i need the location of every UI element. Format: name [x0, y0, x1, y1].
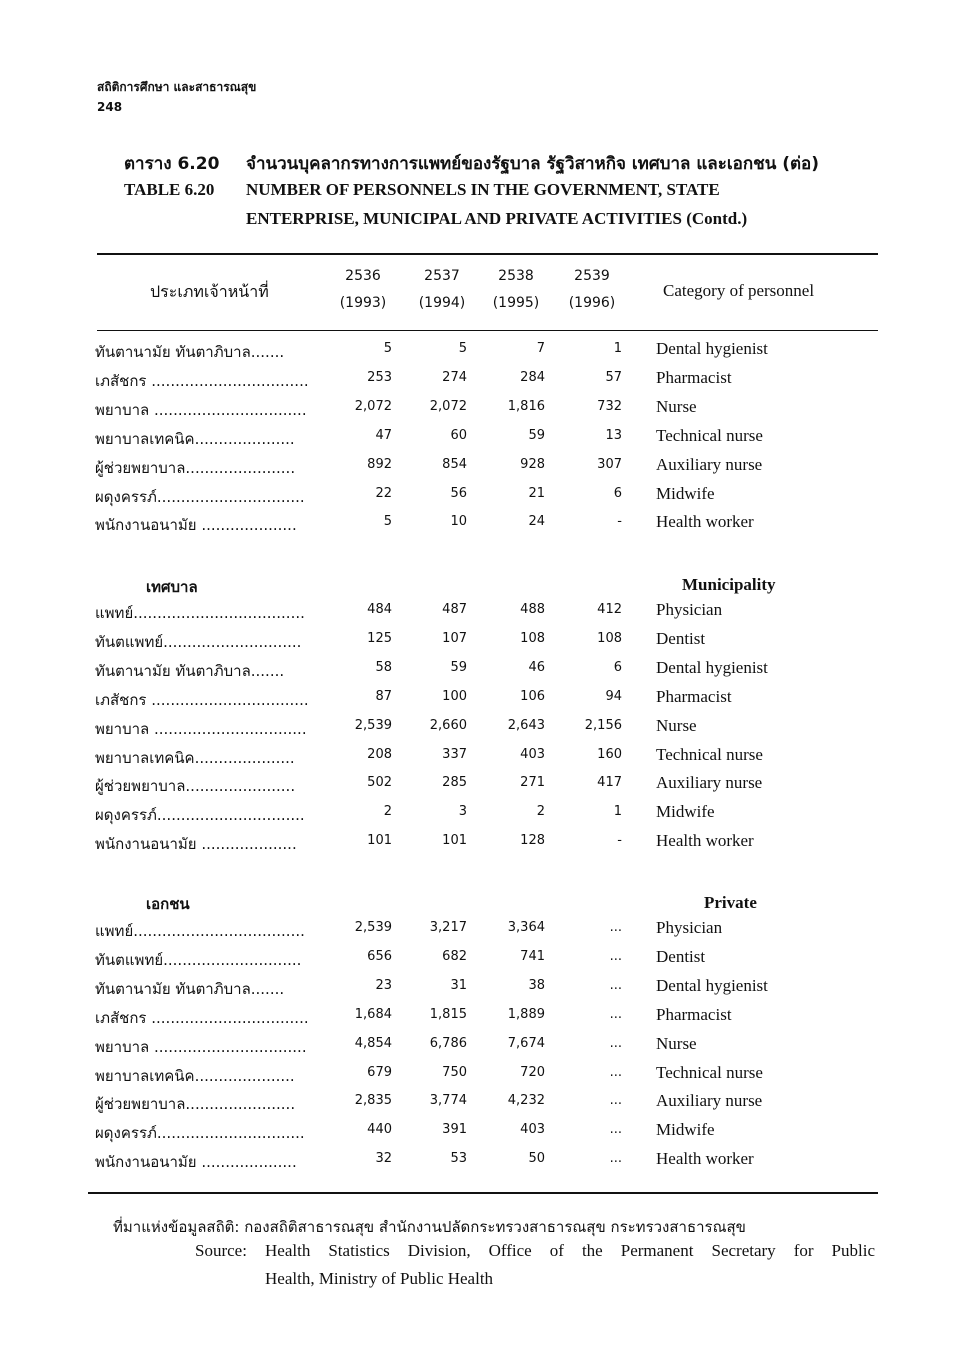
- value-1993: 2,539: [354, 717, 392, 733]
- value-1994: 3,774: [429, 1093, 467, 1109]
- header-year-2: 2537: [424, 268, 460, 284]
- value-1994: 56: [450, 485, 467, 501]
- category-thai: แพทย์....................................: [95, 922, 305, 940]
- value-1994: 101: [442, 833, 467, 849]
- value-1996: 57: [605, 369, 622, 385]
- value-1996: 2,156: [584, 717, 622, 733]
- value-1993: 892: [367, 456, 392, 472]
- value-1996: ...: [609, 1093, 622, 1109]
- value-1995: 271: [520, 775, 545, 791]
- category-thai: ทันตแพทย์.............................: [95, 632, 302, 651]
- value-1995: 46: [528, 659, 545, 675]
- value-1993: 32: [375, 1151, 392, 1167]
- value-1995: 38: [528, 977, 545, 993]
- value-1994: 59: [450, 659, 467, 675]
- table-title-thai-text: จำนวนบุคลากรทางการแพทย์ของรัฐบาล รัฐวิสาหกิจ เทศบาล และเอกชน (ต่อ): [246, 154, 820, 174]
- table-row: [0, 369, 966, 398]
- value-1996: 1: [613, 804, 622, 820]
- value-1995: 403: [520, 746, 545, 762]
- category-english: Technical nurse: [656, 425, 763, 445]
- category-english: Technical nurse: [656, 1062, 763, 1082]
- value-1993: 253: [367, 369, 392, 385]
- value-1996: 1: [613, 341, 622, 356]
- table-header-rule: [97, 330, 878, 331]
- table-title-english-line2: ENTERPRISE, MUNICIPAL AND PRIVATE ACTIVITIES (Contd.): [246, 209, 748, 228]
- category-english: Auxiliary nurse: [656, 1091, 763, 1111]
- value-1996: ...: [609, 948, 622, 964]
- value-1994: 2,072: [429, 398, 467, 414]
- value-1995: 403: [520, 1122, 545, 1138]
- value-1994: 6,786: [429, 1035, 467, 1051]
- value-1993: 87: [375, 688, 392, 704]
- table-row: [0, 513, 966, 542]
- category-thai: เภสัชกร .................................: [95, 1008, 309, 1027]
- value-1995: 488: [520, 602, 545, 617]
- table-row: [0, 1150, 966, 1179]
- value-1993: 2,835: [354, 1093, 392, 1109]
- value-1995: 59: [528, 427, 545, 443]
- value-1993: 125: [367, 630, 392, 646]
- value-1993: 502: [367, 775, 392, 791]
- value-1995: 106: [520, 688, 545, 704]
- section-title-municipality-thai: เทศบาล: [146, 578, 198, 596]
- value-1995: 1,889: [507, 1006, 545, 1022]
- value-1993: 101: [367, 833, 392, 849]
- value-1993: 656: [367, 948, 392, 964]
- value-1994: 3: [458, 804, 467, 820]
- table-row: [0, 977, 966, 1006]
- value-1993: 47: [375, 427, 392, 443]
- value-1993: 5: [383, 341, 392, 356]
- value-1996: ...: [609, 1151, 622, 1167]
- section-title-private-english: Private: [704, 893, 757, 912]
- value-1994: 487: [442, 602, 467, 617]
- value-1993: 440: [367, 1122, 392, 1138]
- value-1993: 2,539: [354, 920, 392, 935]
- table-row: [0, 717, 966, 746]
- value-1994: 750: [442, 1064, 467, 1080]
- value-1996: 108: [597, 630, 622, 646]
- value-1996: -: [617, 833, 622, 849]
- table-bottom-rule: [88, 1192, 878, 1194]
- category-english: Physician: [656, 600, 723, 619]
- section-title-private-thai: เอกชน: [146, 895, 190, 913]
- table-top-rule: [97, 253, 878, 255]
- table-row: [0, 1006, 966, 1035]
- header-year-2-ad: (1994): [418, 295, 466, 311]
- category-english: Pharmacist: [656, 686, 732, 706]
- table-label-thai: ตาราง 6.20: [124, 154, 220, 174]
- value-1994: 682: [442, 948, 467, 964]
- category-english: Auxiliary nurse: [656, 454, 763, 474]
- value-1996: 6: [613, 485, 622, 501]
- category-english: Nurse: [656, 1033, 697, 1053]
- category-thai: พยาบาล ................................: [95, 1037, 307, 1056]
- value-1994: 3,217: [429, 920, 467, 935]
- category-thai: พนักงานอนามัย ....................: [95, 1153, 297, 1172]
- header-year-4: 2539: [574, 268, 610, 284]
- value-1994: 1,815: [429, 1006, 467, 1022]
- value-1994: 107: [442, 630, 467, 646]
- category-english: Pharmacist: [656, 1004, 732, 1024]
- table-row: [0, 398, 966, 427]
- category-english: Dental hygienist: [656, 975, 768, 995]
- page-number: 248: [97, 100, 123, 114]
- value-1994: 285: [442, 775, 467, 791]
- category-english: Dentist: [656, 628, 706, 648]
- category-english: Midwife: [656, 802, 715, 822]
- category-thai: ผดุงครรภ์...............................: [95, 806, 305, 825]
- table-row: [0, 485, 966, 514]
- header-year-3-ad: (1995): [492, 295, 540, 311]
- category-english: Midwife: [656, 483, 715, 503]
- value-1996: -: [617, 514, 622, 530]
- table-row: [0, 774, 966, 803]
- category-thai: ทันตานามัย ทันตาภิบาล.......: [95, 343, 285, 361]
- source-english-line1: Health Statistics Division, Office of the Permanent Secretary for Public: [265, 1241, 875, 1260]
- category-thai: พนักงานอนามัย ....................: [95, 516, 297, 535]
- table-row: [0, 456, 966, 485]
- category-english: Dentist: [656, 946, 706, 966]
- category-thai: เภสัชกร .................................: [95, 690, 309, 709]
- table-row: [0, 340, 966, 369]
- value-1993: 2: [383, 804, 392, 820]
- value-1995: 50: [528, 1151, 545, 1167]
- source-english-line2: Health, Ministry of Public Health: [265, 1269, 494, 1288]
- category-english: Midwife: [656, 1120, 715, 1140]
- value-1994: 53: [450, 1151, 467, 1167]
- value-1996: ...: [609, 1006, 622, 1022]
- category-thai: ทันตานามัย ทันตาภิบาล.......: [95, 979, 285, 998]
- value-1994: 100: [442, 688, 467, 704]
- value-1994: 337: [442, 746, 467, 762]
- category-thai: ผู้ช่วยพยาบาล.......................: [95, 777, 296, 796]
- value-1996: ...: [609, 1035, 622, 1051]
- table-row: [0, 688, 966, 717]
- table-row: [0, 1035, 966, 1064]
- source-label: Source:: [195, 1241, 247, 1260]
- table-row: [0, 832, 966, 861]
- category-thai: ผู้ช่วยพยาบาล.......................: [95, 1095, 296, 1114]
- table-label-english: TABLE 6.20: [124, 180, 215, 199]
- source-thai: ที่มาแห่งข้อมูลสถิติ: กองสถิติสาธารณสุข สำนักงานปลัดกระทรวงสาธารณสุข กระทรวงสาธารณสุข: [113, 1218, 746, 1236]
- value-1996: 160: [597, 746, 622, 762]
- category-thai: พยาบาลเทคนิค.....................: [95, 429, 295, 448]
- value-1994: 391: [442, 1122, 467, 1138]
- value-1993: 208: [367, 746, 392, 762]
- category-english: Pharmacist: [656, 367, 732, 387]
- category-english: Dental hygienist: [656, 339, 768, 358]
- header-category-thai: ประเภทเจ้าหน้าที่: [150, 282, 269, 301]
- value-1994: 31: [450, 977, 467, 993]
- category-english: Nurse: [656, 396, 697, 416]
- table-row: [0, 948, 966, 977]
- value-1994: 274: [442, 369, 467, 385]
- value-1996: 6: [613, 659, 622, 675]
- value-1993: 1,684: [354, 1006, 392, 1022]
- value-1994: 2,660: [429, 717, 467, 733]
- value-1994: 5: [458, 341, 467, 356]
- value-1995: 720: [520, 1064, 545, 1080]
- value-1995: 284: [520, 369, 545, 385]
- value-1994: 60: [450, 427, 467, 443]
- table-row: [0, 1121, 966, 1150]
- header-year-1-ad: (1993): [339, 295, 387, 311]
- value-1996: ...: [609, 1122, 622, 1138]
- category-thai: พยาบาล ................................: [95, 400, 307, 419]
- value-1993: 23: [375, 977, 392, 993]
- category-english: Health worker: [656, 1149, 754, 1169]
- value-1996: ...: [609, 1064, 622, 1080]
- value-1993: 484: [367, 602, 392, 617]
- category-thai: เภสัชกร .................................: [95, 371, 309, 390]
- value-1996: 13: [605, 427, 622, 443]
- table-row: [0, 1092, 966, 1121]
- value-1996: 307: [597, 456, 622, 472]
- value-1995: 3,364: [507, 920, 545, 935]
- table-row: [0, 746, 966, 775]
- header-year-1: 2536: [345, 268, 381, 284]
- header-year-4-ad: (1996): [568, 295, 616, 311]
- header-category-english: Category of personnel: [663, 281, 815, 300]
- table-row: [0, 659, 966, 688]
- table-row: [0, 427, 966, 456]
- table-row: [0, 803, 966, 832]
- value-1995: 21: [528, 485, 545, 501]
- category-thai: พยาบาลเทคนิค.....................: [95, 748, 295, 767]
- value-1996: ...: [609, 977, 622, 993]
- category-thai: พยาบาล ................................: [95, 719, 307, 738]
- category-thai: แพทย์....................................: [95, 604, 305, 622]
- value-1995: 2: [536, 804, 545, 820]
- category-english: Physician: [656, 918, 723, 937]
- value-1993: 2,072: [354, 398, 392, 414]
- table-row: [0, 630, 966, 659]
- category-english: Nurse: [656, 715, 697, 735]
- value-1995: 2,643: [507, 717, 545, 733]
- value-1993: 679: [367, 1064, 392, 1080]
- value-1995: 7: [536, 341, 545, 356]
- category-english: Health worker: [656, 831, 754, 851]
- table-title-english: [124, 180, 720, 200]
- category-english: Technical nurse: [656, 744, 763, 764]
- value-1993: 5: [383, 514, 392, 530]
- value-1996: 732: [597, 398, 622, 414]
- value-1996: 94: [605, 688, 622, 704]
- value-1994: 10: [450, 514, 467, 530]
- value-1993: 22: [375, 485, 392, 501]
- value-1995: 4,232: [507, 1093, 545, 1109]
- value-1995: 7,674: [507, 1035, 545, 1051]
- table-title-thai: [124, 150, 819, 177]
- value-1996: ...: [609, 920, 622, 935]
- category-english: Auxiliary nurse: [656, 773, 763, 793]
- value-1995: 928: [520, 456, 545, 472]
- value-1996: 417: [597, 775, 622, 791]
- value-1995: 741: [520, 948, 545, 964]
- value-1995: 128: [520, 833, 545, 849]
- category-thai: ผู้ช่วยพยาบาล.......................: [95, 458, 296, 477]
- category-thai: ทันตานามัย ทันตาภิบาล.......: [95, 661, 285, 680]
- running-head: สถิติการศึกษา และสาธารณสุข: [97, 80, 257, 94]
- table-title-english-line1: NUMBER OF PERSONNELS IN THE GOVERNMENT, STATE: [246, 180, 720, 199]
- category-thai: ผดุงครรภ์...............................: [95, 1124, 305, 1143]
- category-thai: พยาบาลเทคนิค.....................: [95, 1066, 295, 1085]
- header-year-3: 2538: [498, 268, 534, 284]
- value-1994: 854: [442, 456, 467, 472]
- category-thai: ทันตแพทย์.............................: [95, 950, 302, 969]
- table-row: [0, 601, 966, 630]
- value-1993: 58: [375, 659, 392, 675]
- table-row: [0, 1064, 966, 1093]
- section-title-municipality-english: Municipality: [682, 575, 776, 594]
- value-1995: 1,816: [507, 398, 545, 414]
- category-english: Dental hygienist: [656, 657, 768, 677]
- value-1995: 24: [528, 514, 545, 530]
- table-row: [0, 919, 966, 948]
- category-thai: ผดุงครรภ์...............................: [95, 487, 305, 506]
- value-1995: 108: [520, 630, 545, 646]
- category-english: Health worker: [656, 512, 754, 532]
- category-thai: พนักงานอนามัย ....................: [95, 835, 297, 854]
- value-1993: 4,854: [354, 1035, 392, 1051]
- value-1996: 412: [597, 602, 622, 617]
